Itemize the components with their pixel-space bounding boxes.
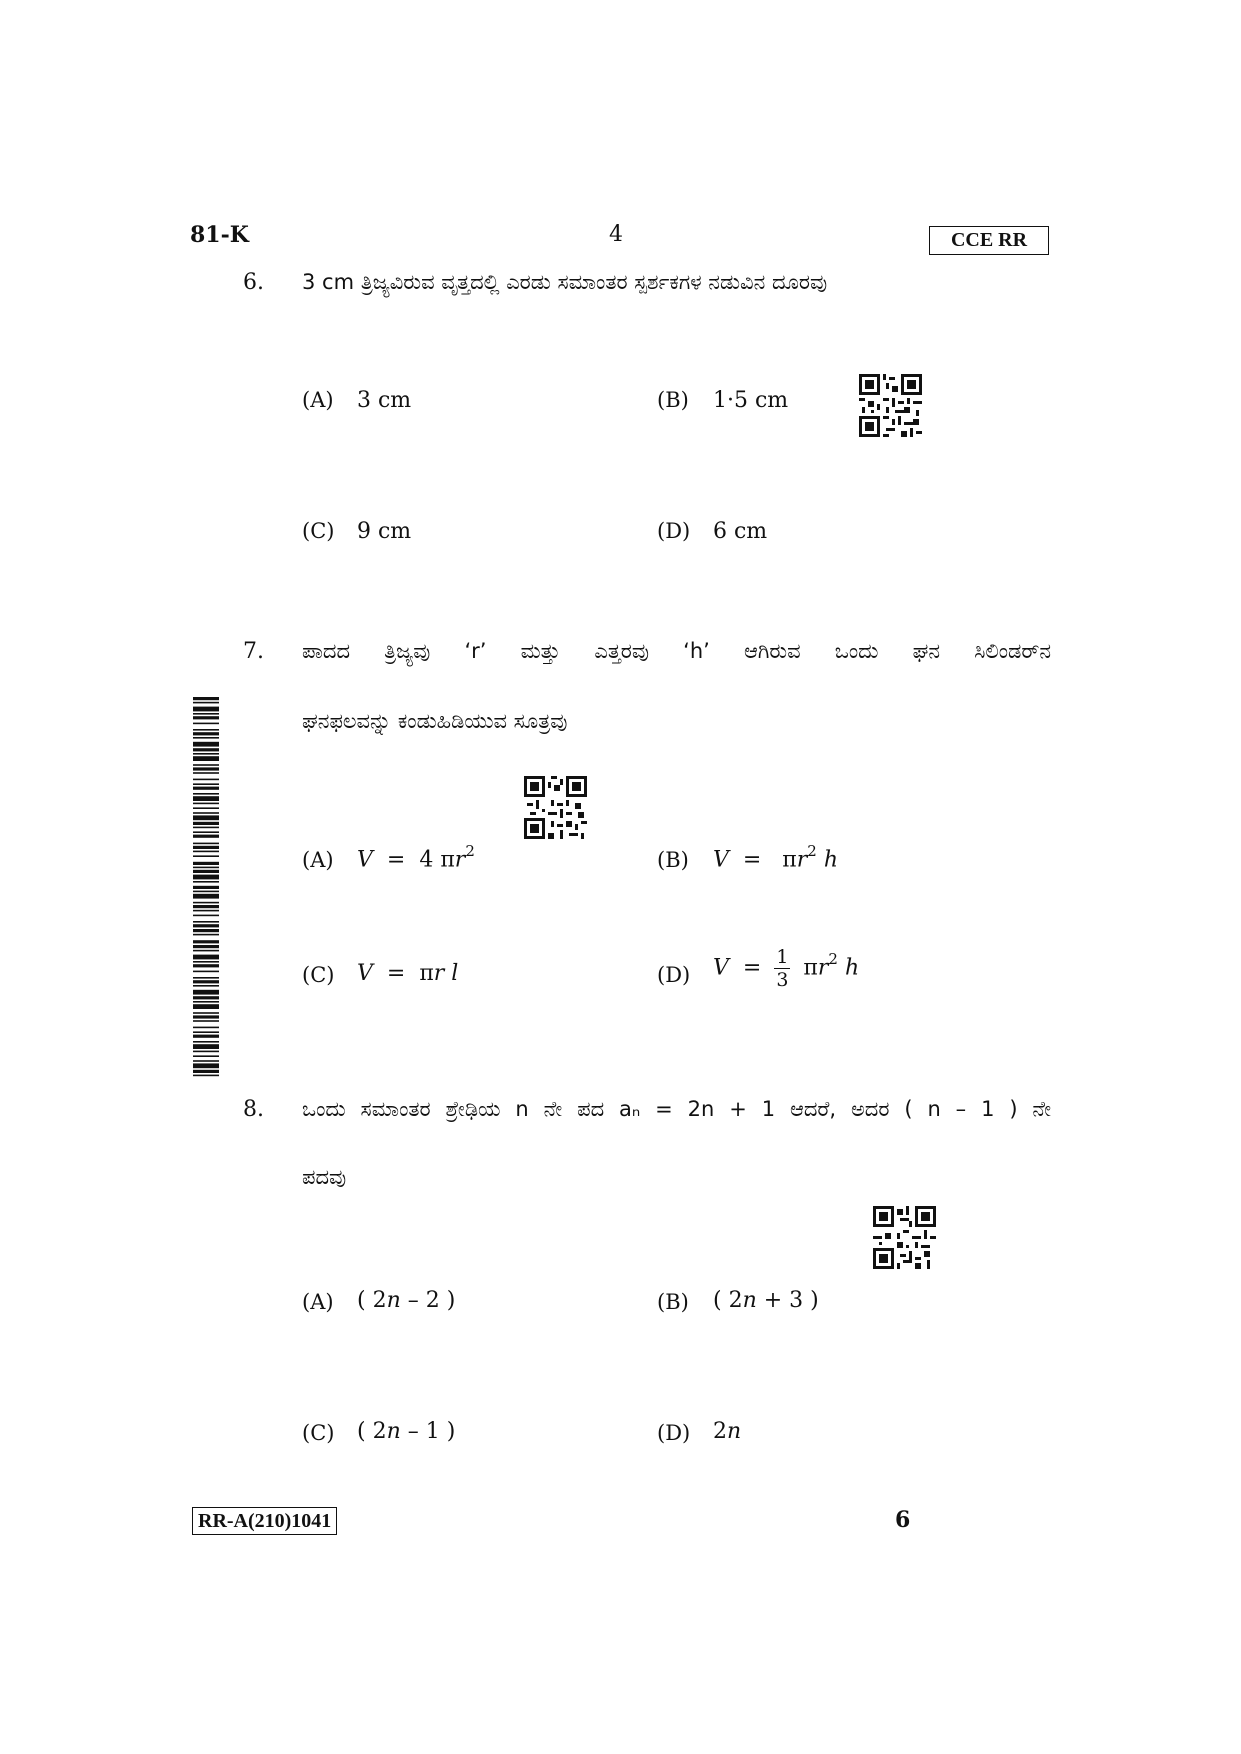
q7-option-c-value: V = πr l (357, 961, 459, 986)
q7-option-d-label: (D) (657, 963, 691, 987)
sheet-number: 6 (895, 1507, 911, 1533)
q6-option-d-value: 6 cm (713, 519, 768, 544)
question-6-text: 3 cm ತ್ರಿಜ್ಯವಿರುವ ವೃತ್ತದಲ್ಲಿ ಎರಡು ಸಮಾಂತರ ಸ್ಪರ್ಶಕಗಳ ನಡುವಿನ ದೂರವು (302, 270, 828, 294)
paper-code: 81-K (190, 222, 249, 248)
q7-option-c-label: (C) (302, 963, 335, 987)
qr-code-icon (524, 776, 587, 839)
q6-option-a-label: (A) (302, 388, 334, 412)
q8-option-b-label: (B) (657, 1290, 689, 1314)
q6-option-d-label: (D) (657, 519, 691, 543)
q7-option-a-label: (A) (302, 848, 334, 872)
q8-option-d-value: 2n (713, 1419, 742, 1444)
question-6-number: 6. (243, 270, 264, 295)
q8-option-c-value: ( 2n – 1 ) (357, 1419, 456, 1444)
question-8-text-line2: ಪದವು (302, 1165, 347, 1189)
q7-option-d-value: V = $\frac{1}{3}$ $\pi r^2$ h (713, 946, 860, 991)
q6-option-b-label: (B) (657, 388, 689, 412)
q6-option-b-value: 1·5 cm (713, 388, 789, 413)
fraction-one-third: $\frac{1}{3}$ (776, 946, 789, 991)
q7-option-b-label: (B) (657, 848, 689, 872)
q7-option-b-value: V = $\pi r^2$ h (713, 842, 839, 873)
qr-code-icon (873, 1206, 936, 1269)
question-7-text-line2: ಘನಫಲವನ್ನು ಕಂಡುಹಿಡಿಯುವ ಸೂತ್ರವು (302, 709, 568, 733)
barcode-icon (193, 697, 219, 1079)
question-7-number: 7. (243, 639, 264, 664)
q8-option-b-value: ( 2n + 3 ) (713, 1288, 819, 1313)
qr-code-icon (859, 374, 922, 437)
q8-option-c-label: (C) (302, 1421, 335, 1445)
q6-option-a-value: 3 cm (357, 388, 412, 413)
q8-option-a-label: (A) (302, 1290, 334, 1314)
q7-option-a-value: V = 4 $\pi r^2$ (357, 842, 475, 873)
question-8-number: 8. (243, 1097, 264, 1122)
series-box: CCE RR (929, 226, 1049, 255)
question-8-text-line1: ಒಂದು ಸಮಾಂತರ ಶ್ರೇಢಿಯ n ನೇ ಪದ aₙ = 2n + 1 ಆದರೆ, ಅದರ ( n – 1 ) ನೇ (302, 1097, 1051, 1121)
q6-option-c-label: (C) (302, 519, 335, 543)
q8-option-a-value: ( 2n – 2 ) (357, 1288, 456, 1313)
footer-code-box: RR-A(210)1041 (192, 1507, 337, 1535)
q8-option-d-label: (D) (657, 1421, 691, 1445)
question-7-text-line1: ಪಾದದ ತ್ರಿಜ್ಯವು ‘r’ ಮತ್ತು ಎತ್ತರವು ‘h’ ಆಗಿರುವ ಒಂದು ಘನ ಸಿಲಿಂಡರ್‌ನ (302, 639, 1051, 663)
q6-option-c-value: 9 cm (357, 519, 412, 544)
page-number: 4 (609, 222, 623, 247)
